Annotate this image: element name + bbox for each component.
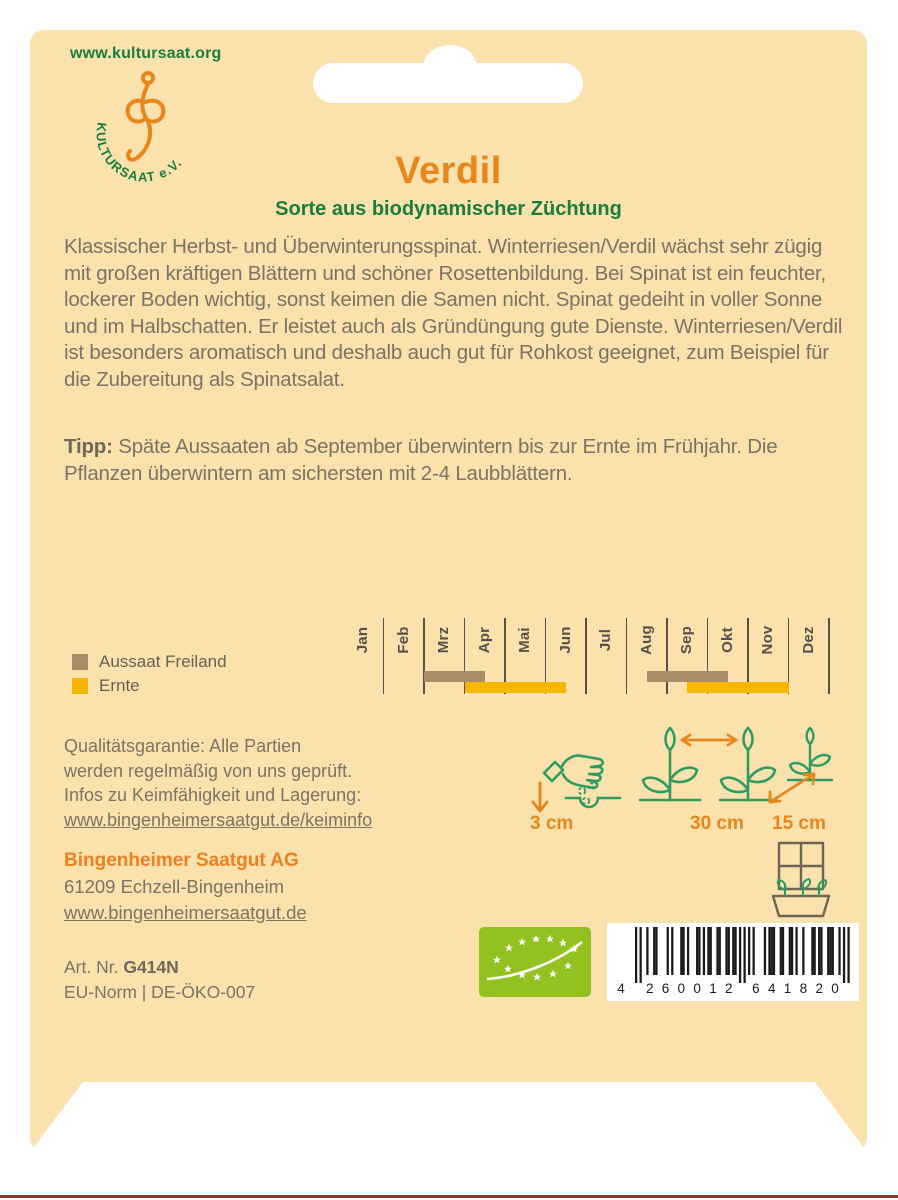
barcode-bar bbox=[811, 927, 813, 975]
down-arrow-icon bbox=[533, 783, 547, 811]
barcode-bar bbox=[671, 927, 673, 975]
barcode-digit: 4 bbox=[767, 981, 776, 996]
barcode-digit: 4 bbox=[617, 981, 625, 996]
barcode-bar bbox=[753, 927, 755, 975]
calendar-month-label: Jun bbox=[556, 626, 574, 654]
barcode bbox=[607, 923, 859, 1001]
publisher-name: Bingenheimer Saatgut AG bbox=[64, 850, 299, 871]
barcode-bar bbox=[734, 927, 736, 975]
barcode-bar bbox=[768, 927, 770, 975]
calendar-month-label: Nov bbox=[759, 625, 777, 655]
barcode-bar bbox=[635, 927, 637, 983]
row-spacing-arrow-icon bbox=[682, 735, 736, 745]
tip-paragraph bbox=[64, 434, 846, 487]
barcode-bar bbox=[646, 927, 648, 975]
barcode-bar bbox=[795, 927, 797, 975]
calendar-tick bbox=[626, 618, 628, 694]
variety-title: Verdil bbox=[395, 150, 502, 192]
euro-slot-hole bbox=[313, 63, 583, 103]
barcode-bar bbox=[743, 927, 745, 983]
calendar-month-label: Jul bbox=[597, 628, 615, 652]
sowing-color-swatch bbox=[72, 654, 88, 670]
barcode-bar bbox=[725, 927, 727, 975]
calendar-tick bbox=[383, 618, 385, 694]
calendar-legend bbox=[72, 650, 227, 698]
barcode-bar bbox=[838, 927, 840, 975]
barcode-bar bbox=[667, 927, 669, 975]
barcode-bar bbox=[771, 927, 773, 975]
kultursaat-logo-text: KULTURSAAT e.V. bbox=[93, 121, 185, 184]
quality-block bbox=[64, 734, 372, 832]
sowing-depth-icon bbox=[528, 743, 623, 817]
small-plant-icon bbox=[788, 728, 832, 780]
calendar-month-label: Aug bbox=[637, 625, 655, 655]
soil-line-icon bbox=[566, 798, 620, 807]
barcode-digit: 0 bbox=[693, 981, 701, 996]
barcode-digit: 6 bbox=[661, 981, 670, 996]
barcode-bar bbox=[698, 927, 700, 975]
calendar-month-label: Mai bbox=[516, 627, 534, 653]
barcode-digit: 1 bbox=[783, 981, 792, 996]
variety-subtitle: Sorte aus biodynamischer Züchtung bbox=[275, 198, 622, 220]
barcode-digit: 6 bbox=[752, 981, 760, 996]
barcode-bar bbox=[732, 927, 734, 975]
harvest-color-swatch bbox=[72, 678, 88, 694]
article-number-line bbox=[64, 955, 255, 980]
barcode-bar bbox=[640, 927, 642, 983]
barcode-bar bbox=[728, 927, 730, 975]
calendar-tick bbox=[423, 618, 425, 694]
quality-line: Infos zu Keimfähigkeit und Lagerung: bbox=[64, 785, 362, 805]
tip-label: Tipp: bbox=[64, 435, 113, 458]
calendar-month-label: Mrz bbox=[435, 626, 453, 654]
article-block bbox=[64, 955, 255, 1005]
packet-bottom-flap bbox=[30, 1082, 867, 1152]
barcode-digit: 2 bbox=[645, 981, 654, 996]
window-box-icon bbox=[761, 840, 841, 920]
calendar-month-label: Okt bbox=[718, 627, 736, 653]
barcode-bar bbox=[707, 927, 709, 975]
publisher-city: 61209 Echzell-Bingenheim bbox=[64, 876, 285, 897]
barcode-bar bbox=[802, 927, 804, 975]
publisher-link[interactable]: www.bingenheimersaatgut.de bbox=[64, 902, 307, 923]
keiminfo-link[interactable]: www.bingenheimersaatgut.de/keiminfo bbox=[64, 809, 373, 830]
packet-card bbox=[30, 30, 867, 1152]
kultursaat-swirl-icon bbox=[128, 73, 164, 160]
plant-spacing-label: 15 cm bbox=[772, 813, 826, 834]
publisher-block bbox=[64, 848, 307, 926]
barcode-digit: 8 bbox=[799, 981, 808, 996]
legend-row-sowing bbox=[72, 650, 227, 674]
photo-edge-line bbox=[0, 1195, 898, 1198]
barcode-bar bbox=[696, 927, 698, 975]
calendar-chart bbox=[343, 616, 829, 696]
article-norm-line: EU-Norm | DE-ÖKO-007 bbox=[64, 982, 256, 1002]
barcode-bar bbox=[827, 927, 829, 975]
barcode-bar bbox=[791, 927, 793, 975]
legend-row-harvest bbox=[72, 674, 227, 698]
barcode-bar bbox=[773, 927, 775, 975]
barcode-bar bbox=[719, 927, 721, 975]
barcode-bar bbox=[847, 927, 849, 983]
row-spacing-label: 30 cm bbox=[690, 813, 744, 834]
calendar-tick bbox=[666, 618, 668, 694]
calendar-tick bbox=[585, 618, 587, 694]
harvest-legend-label: Ernte bbox=[99, 676, 140, 695]
barcode-bar bbox=[829, 927, 831, 975]
barcode-svg bbox=[607, 923, 859, 1001]
sowing-legend-label: Aussaat Freiland bbox=[99, 652, 227, 671]
barcode-bar bbox=[780, 927, 782, 975]
quality-line: werden regelmäßig von uns geprüft. bbox=[64, 760, 353, 781]
barcode-bar bbox=[782, 927, 784, 975]
description-paragraph: Klassischer Herbst- und Überwinterungsspinat. Winterriesen/Verdil wächst sehr zügig mit großen kräftigen Blättern und schöner Rosettenbildung. Bei Spinat ist ein feuchter, lockerer Boden wichtig, sonst keimen die Samen nicht. Spinat gedeiht in voller Sonne und im Halbschatten. Er leistet auch als Gründüngung gute Dienste. Winterriesen/Verdil ist besonders aromatisch und deshalb auch gut für Rohkost geeignet, zum Beispiel für die Zubereitung als Spinatsalat. bbox=[64, 235, 843, 391]
calendar-month-label: Apr bbox=[475, 626, 493, 654]
barcode-bar bbox=[653, 927, 655, 975]
calendar-bar-sowing bbox=[424, 671, 485, 682]
plant-spacing-arrow-icon bbox=[770, 774, 814, 802]
barcode-bar bbox=[703, 927, 705, 975]
kultursaat-link[interactable]: www.kultursaat.org bbox=[70, 45, 222, 62]
barcode-bar bbox=[789, 927, 791, 975]
barcode-bar bbox=[814, 927, 816, 975]
barcode-bar bbox=[680, 927, 682, 975]
quality-line: Qualitätsgarantie: Alle Partien bbox=[64, 736, 302, 756]
calendar-bar-harvest bbox=[687, 682, 788, 693]
barcode-bar bbox=[832, 927, 834, 975]
calendar-month-label: Dez bbox=[799, 626, 817, 654]
barcode-digit: 0 bbox=[831, 981, 839, 996]
barcode-bar bbox=[655, 927, 657, 975]
barcode-bar bbox=[710, 927, 712, 975]
barcode-digit: 2 bbox=[815, 981, 823, 996]
tip-text: Späte Aussaaten ab September überwintern bis zur Ernte im Frühjahr. Die Pflanzen überwintern am sichersten mit 2-4 Laubblättern. bbox=[64, 435, 778, 485]
sowing-hand-icon bbox=[544, 756, 603, 788]
barcode-digit: 1 bbox=[709, 981, 717, 996]
barcode-bar bbox=[687, 927, 689, 975]
eu-organic-logo-svg bbox=[479, 927, 591, 997]
calendar-bar-harvest bbox=[465, 682, 566, 693]
barcode-bar bbox=[748, 927, 750, 975]
sowing-depth-label: 3 cm bbox=[530, 813, 574, 834]
calendar-month-label: Feb bbox=[394, 626, 412, 654]
barcode-bar bbox=[818, 927, 820, 975]
barcode-bar bbox=[843, 927, 845, 983]
calendar-tick bbox=[828, 618, 830, 694]
barcode-digit: 2 bbox=[725, 981, 733, 996]
calendar-month-label: Sep bbox=[678, 625, 696, 655]
barcode-bar bbox=[716, 927, 718, 975]
article-number-label: Art. Nr. bbox=[64, 957, 119, 977]
barcode-digit: 0 bbox=[677, 981, 686, 996]
calendar-bar-sowing bbox=[647, 671, 728, 682]
article-number-value: G414N bbox=[123, 957, 179, 977]
barcode-bar bbox=[739, 927, 741, 983]
barcode-bar bbox=[764, 927, 766, 975]
barcode-bar bbox=[820, 927, 822, 975]
calendar-month-label: Jan bbox=[354, 626, 372, 654]
barcode-bar bbox=[682, 927, 684, 975]
